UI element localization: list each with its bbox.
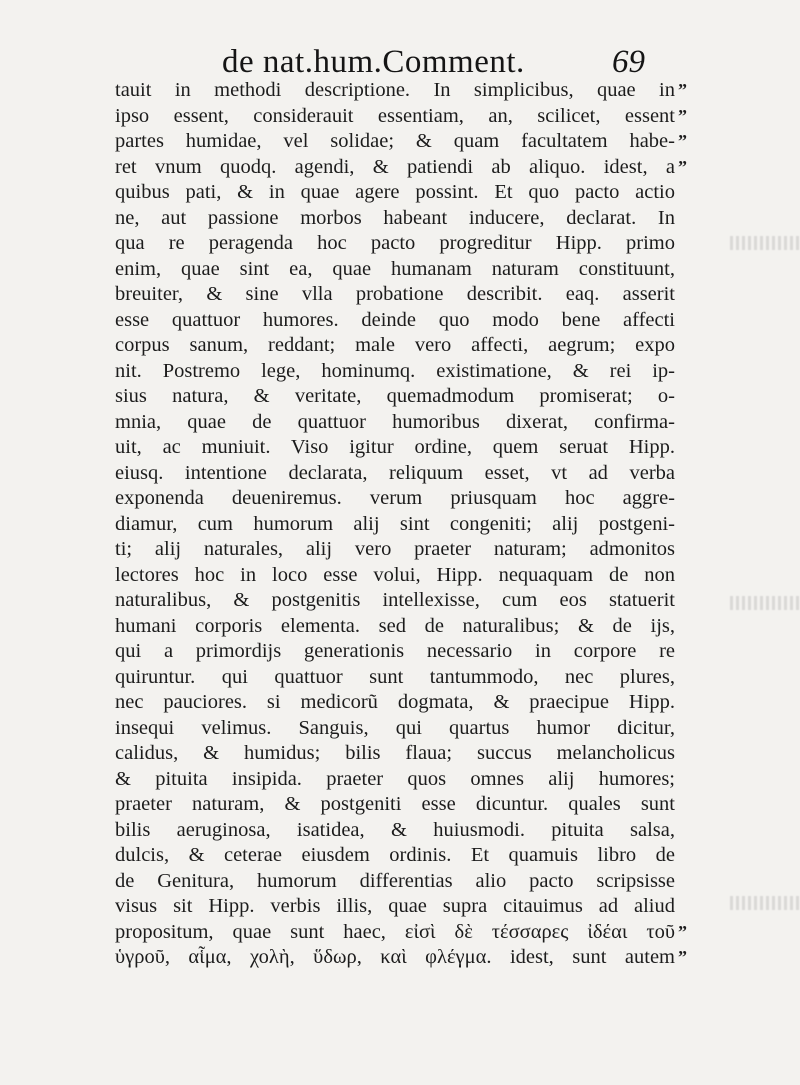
text-line: ret vnum quodq. agendi, & patiendi ab aliquo. idest, a bbox=[115, 155, 675, 178]
margin-mark: ” bbox=[678, 105, 687, 126]
text-line: calidus, & humidus; bilis flaua; succus melancholicus bbox=[115, 742, 675, 764]
text-line: breuiter, & sine vlla probatione describit. eaq. asserit bbox=[115, 283, 675, 305]
page-number: 69 bbox=[612, 44, 645, 80]
margin-mark: ” bbox=[678, 156, 687, 177]
text-line: ne, aut passione morbos habeant inducere, declarat. In bbox=[115, 206, 675, 229]
text-line: esse quattuor humores. deinde quo modo bene affecti bbox=[115, 308, 675, 331]
text-line: partes humidae, vel solidae; & quam facultatem habe- bbox=[115, 130, 675, 152]
text-line: uit, ac muniuit. Viso igitur ordine, quem seruat Hipp. bbox=[115, 436, 675, 458]
text-line: nec pauciores. si medicorũ dogmata, & praecipue Hipp. bbox=[115, 691, 675, 713]
text-line: lectores hoc in loco esse volui, Hipp. nequaquam de non bbox=[115, 563, 675, 586]
text-line: enim, quae sint ea, quae humanam naturam constituunt, bbox=[115, 257, 675, 280]
text-line: dulcis, & ceterae eiusdem ordinis. Et quamuis libro de bbox=[115, 844, 675, 866]
bleed-through-mark bbox=[730, 596, 800, 610]
text-line: sius natura, & veritate, quemadmodum promiserat; o- bbox=[115, 385, 675, 407]
bleed-through-mark bbox=[730, 236, 800, 250]
text-line: humani corporis elementa. sed de naturalibus; & de ijs, bbox=[115, 614, 675, 637]
bleed-through-mark bbox=[730, 896, 800, 910]
text-line: ὑγροῦ, αἷμα, χολὴ, ὕδωρ, καὶ φλέγμα. idest, sunt autem bbox=[115, 946, 675, 968]
margin-mark: ” bbox=[678, 131, 687, 151]
margin-mark: ” bbox=[678, 947, 687, 967]
text-line: quiruntur. qui quattuor sunt tantummodo, nec plures, bbox=[115, 665, 675, 688]
text-line: eiusq. intentione declarata, reliquum esset, vt ad verba bbox=[115, 461, 675, 484]
text-line: tauit in methodi descriptione. In simplicibus, quae in bbox=[115, 79, 675, 101]
margin-mark: ” bbox=[678, 80, 687, 100]
text-line: de Genitura, humorum differentias alio pacto scripsisse bbox=[115, 869, 675, 892]
text-line: visus sit Hipp. verbis illis, quae supra citauimus ad aliud bbox=[115, 895, 675, 917]
text-line: qua re peragenda hoc pacto progreditur Hipp. primo bbox=[115, 232, 675, 254]
margin-mark: ” bbox=[678, 921, 687, 942]
text-line: qui a primordijs generationis necessario in corpore re bbox=[115, 640, 675, 662]
text-line: insequi velimus. Sanguis, qui quartus humor dicitur, bbox=[115, 716, 675, 739]
body-text bbox=[115, 78, 675, 971]
text-line: & pituita insipida. praeter quos omnes alij humores; bbox=[115, 767, 675, 790]
text-line: nit. Postremo lege, hominumq. existimatione, & rei ip- bbox=[115, 359, 675, 382]
text-line: quibus pati, & in quae agere possint. Et quo pacto actio bbox=[115, 181, 675, 203]
text-line: bilis aeruginosa, isatidea, & huiusmodi. pituita salsa, bbox=[115, 818, 675, 841]
text-line: propositum, quae sunt haec, εἰσὶ δὲ τέσσαρες ἰδέαι τοῦ bbox=[115, 920, 675, 943]
text-line: ti; alij naturales, alij vero praeter naturam; admonitos bbox=[115, 538, 675, 560]
text-line: praeter naturam, & postgeniti esse dicuntur. quales sunt bbox=[115, 793, 675, 815]
text-line: mnia, quae de quattuor humoribus dixerat, confirma- bbox=[115, 410, 675, 433]
running-title: de nat.hum.Comment. bbox=[222, 44, 525, 80]
text-line: exponenda deueniremus. verum priusquam hoc aggre- bbox=[115, 487, 675, 509]
text-line: naturalibus, & postgenitis intellexisse, cum eos statuerit bbox=[115, 589, 675, 611]
text-line: corpus sanum, reddant; male vero affecti, aegrum; expo bbox=[115, 334, 675, 356]
text-line: ipso essent, considerauit essentiam, an, scilicet, essent bbox=[115, 104, 675, 127]
text-line: diamur, cum humorum alij sint congeniti; alij postgeni- bbox=[115, 512, 675, 535]
